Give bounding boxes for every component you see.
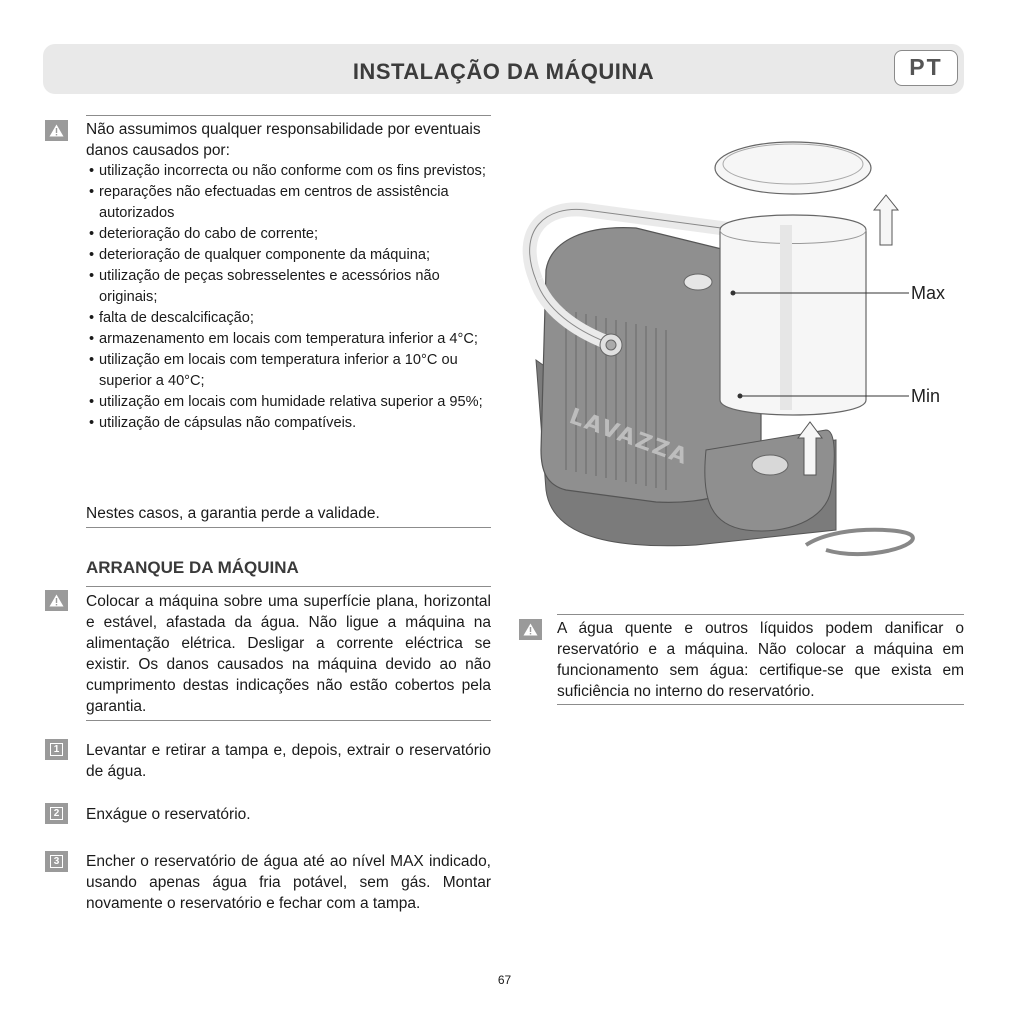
warning-icon <box>45 590 68 611</box>
setup-warning: Colocar a máquina sobre uma superfície plana, horizontal e estável, afastada da água. Não ligue a máquina na alimentação elétrica. Desligar a corrente eléctrica se existir. Os danos causados na máquina devido ao não cumprimento destas indicações não estão cobertos pela garantia. <box>86 593 491 715</box>
step-2-icon: 2 <box>45 803 68 824</box>
language-badge: PT <box>894 50 958 86</box>
page-number: 67 <box>497 973 512 987</box>
list-item: • utilização de peças sobresselentes e acessórios não originais; <box>86 266 491 308</box>
max-level-label: Max <box>911 283 946 303</box>
hot-liquid-warning: A água quente e outros líquidos podem danificar o reservatório e a máquina. Não colocar a máquina em funcionamento sem água: certifique-se que exista em suficiência no interno do reservatório. <box>557 620 964 700</box>
liability-intro: Não assumimos qualquer responsabilidade por eventuais danos causados por: <box>86 121 481 159</box>
list-item: • utilização em locais com humidade relativa superior a 95%; <box>86 392 491 413</box>
divider <box>86 115 491 116</box>
min-level-label: Min <box>911 386 941 406</box>
step-2-text: Enxágue o reservatório. <box>86 806 251 823</box>
list-item: • armazenamento em locais com temperatura inferior a 4°C; <box>86 329 491 350</box>
warranty-note: Nestes casos, a garantia perde a validade. <box>86 505 380 522</box>
list-item: • utilização incorrecta ou não conforme com os fins previstos; <box>86 161 491 182</box>
list-item: • falta de descalcificação; <box>86 308 491 329</box>
brand-logo: LAVAZZA <box>565 404 693 471</box>
step-3-text: Encher o reservatório de água até ao nível MAX indicado, usando apenas água fria potável, sem gás. Montar novamente o reservatório e fechar com a tampa. <box>86 853 491 912</box>
list-item: • utilização em locais com temperatura inferior a 10°C ou superior a 40°C; <box>86 350 491 392</box>
divider <box>557 614 964 615</box>
divider <box>86 527 491 528</box>
list-item: • deterioração de qualquer componente da máquina; <box>86 245 491 266</box>
divider <box>86 586 491 587</box>
step-1-icon: 1 <box>45 739 68 760</box>
machine-illustration <box>506 130 958 560</box>
divider <box>557 704 964 705</box>
list-item: • utilização de cápsulas não compatíveis. <box>86 413 491 434</box>
page-header <box>43 44 964 94</box>
page-title: INSTALAÇÃO DA MÁQUINA <box>352 59 655 84</box>
warning-icon <box>519 619 542 640</box>
step-3-icon: 3 <box>45 851 68 872</box>
list-item: • reparações não efectuadas em centros de assistência autorizados <box>86 182 491 224</box>
divider <box>86 720 491 721</box>
liability-list <box>86 161 491 434</box>
list-item: • deterioração do cabo de corrente; <box>86 224 491 245</box>
warning-icon <box>45 120 68 141</box>
step-1-text: Levantar e retirar a tampa e, depois, extrair o reservatório de água. <box>86 742 491 780</box>
section-title: ARRANQUE DA MÁQUINA <box>86 558 299 577</box>
